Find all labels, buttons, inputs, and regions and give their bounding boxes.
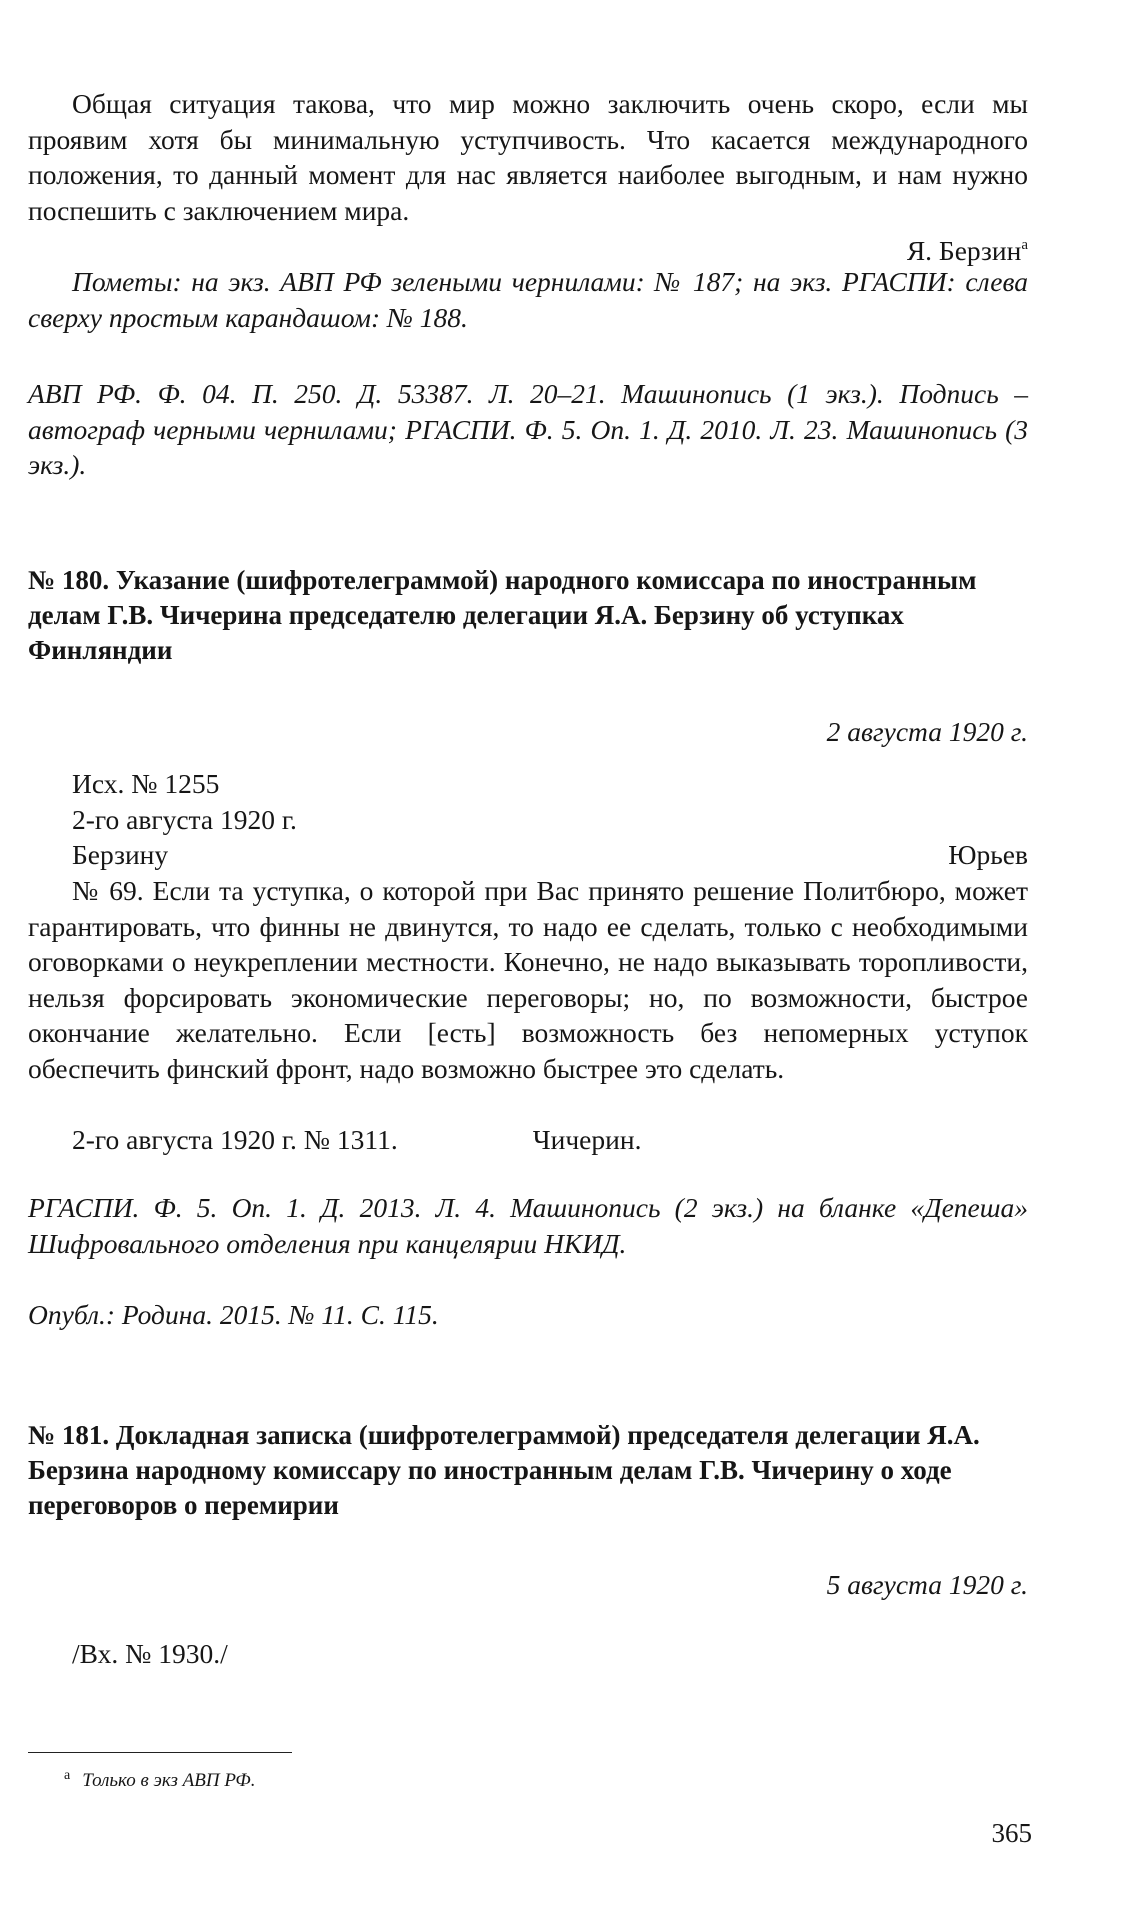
doc181-in-number: /Вх. № 1930./ (72, 1638, 228, 1669)
doc180-out-number: Исх. № 1255 (72, 768, 220, 799)
doc180-body: № 69. Если та уступка, о которой при Вас принято решение Политбюро, может гарантировать, что финны не двинутся, то надо ее сделать, только с необходимыми оговорками о неукреплении местности. Конечно, не надо выказывать торопливости, нельзя форсировать экономические переговоры; но, по возможности, быстрое окончание желательно. Если [есть] возможность без непомерных уступок обеспечить финский фронт, надо возможно быстрее это сделать. (28, 875, 1028, 1084)
doc181-date: 5 августа 1920 г. (826, 1569, 1028, 1600)
doc180-out-date: 2-го августа 1920 г. (72, 803, 297, 835)
doc180-header-lines (28, 766, 1028, 873)
doc180-place: Юрьев (948, 839, 1028, 870)
doc180-sign-date: 2-го августа 1920 г. № 1311. (72, 1124, 398, 1155)
top-signature (28, 228, 1028, 268)
doc180-archive-reference: РГАСПИ. Ф. 5. Оп. 1. Д. 2013. Л. 4. Машинопись (2 экз.) на бланке «Депеша» Шифровального отделения при канцелярии НКИД. (28, 1192, 1028, 1259)
doc181-heading: № 181. Докладная записка (шифротелеграммой) председателя делегации Я.А. Берзина народному комиссару по иностранным делам Г.В. Чичерину о ходе переговоров о перемирии (28, 1420, 980, 1520)
footnote (64, 1764, 255, 1793)
top-notes: Пометы: на экз. АВП РФ зелеными чернилами: № 187; на экз. РГАСПИ: слева сверху простым карандашом: № 188. (28, 266, 1028, 333)
footnote-mark: а (64, 1768, 71, 1783)
doc180-addressee: Берзину (72, 839, 169, 870)
doc180-signature-row (28, 1122, 1072, 1158)
top-signature-text: Я. Берзин (906, 235, 1022, 266)
top-paragraph: Общая ситуация такова, что мир можно заключить очень скоро, если мы проявим хотя бы минимальную уступчивость. Что касается международного положения, то данный момент для нас является наиболее выгодным, и нам нужно поспешить с заключением мира. (28, 88, 1028, 226)
doc180-publication: Опубл.: Родина. 2015. № 11. С. 115. (28, 1299, 439, 1330)
footnote-text: Только в экз АВП РФ. (82, 1770, 256, 1791)
top-archive-reference: АВП РФ. Ф. 04. П. 250. Д. 53387. Л. 20–21. Машинопись (1 экз.). Подпись – автограф черными чернилами; РГАСПИ. Ф. 5. Оп. 1. Д. 2010. Л. 23. Машинопись (3 экз.). (28, 378, 1028, 480)
doc180-heading: № 180. Указание (шифротелеграммой) народного комиссара по иностранным делам Г.В. Чичерина председателю делегации Я.А. Берзину об уступках Финляндии (28, 565, 977, 665)
footnote-ref: а (1021, 237, 1028, 253)
doc180-date: 2 августа 1920 г. (826, 716, 1028, 747)
page-number: 365 (991, 1818, 1032, 1848)
footnote-divider (28, 1752, 292, 1753)
doc180-signer: Чичерин. (532, 1124, 642, 1155)
doc180-address-row (28, 837, 1028, 873)
